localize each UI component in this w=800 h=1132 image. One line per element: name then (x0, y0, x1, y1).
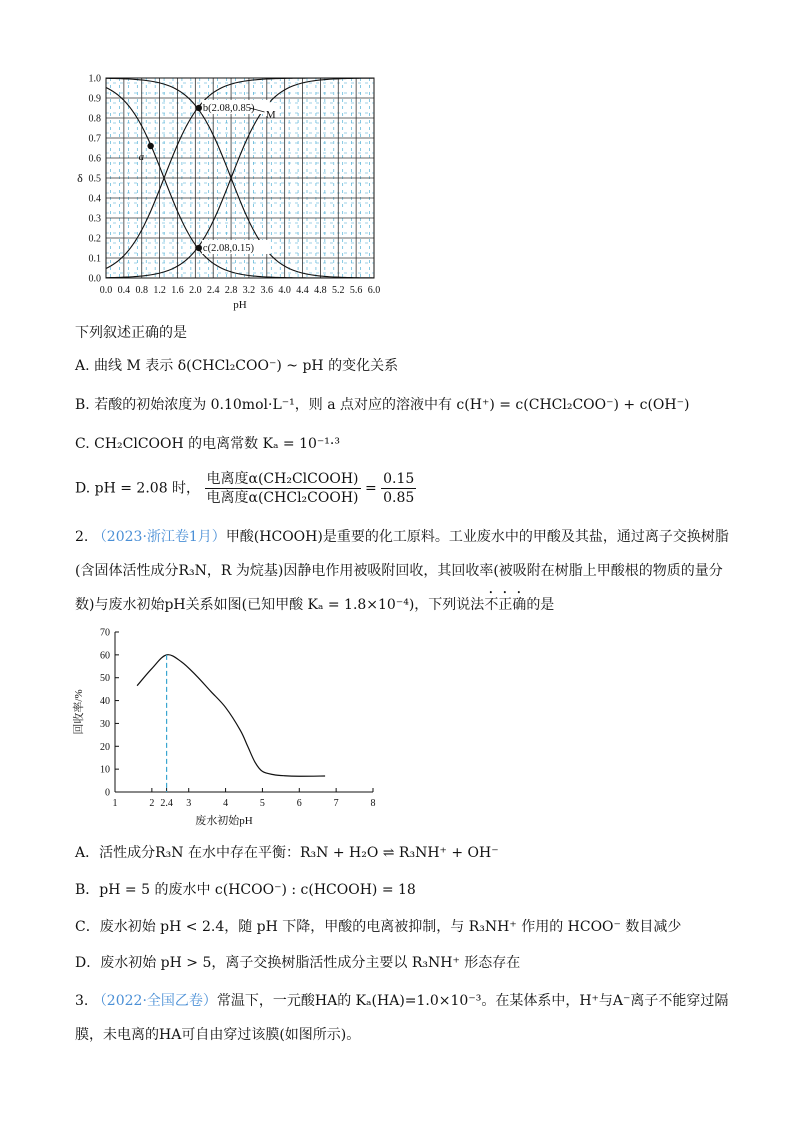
y-tick-label: 30 (100, 718, 110, 730)
y-tick-label: 0.3 (88, 213, 101, 225)
data-point (196, 105, 202, 111)
point-label: b(2.08,0.85) (202, 103, 255, 114)
q2-option-c: C．废水初始 pH < 2.4，随 pH 下降，甲酸的电离被抑制，与 R₃NH⁺ 作用的 HCOO⁻ 数目减少 (75, 919, 682, 935)
q2-text-2: 的是 (526, 597, 555, 613)
q1-option-d-ratio-den: 0.85 (383, 490, 415, 506)
y-tick-label: 0.8 (88, 113, 101, 125)
y-axis-label: 回收率/% (73, 689, 85, 735)
data-point (147, 143, 153, 149)
x-tick-label: 0.4 (117, 285, 131, 296)
q1-option-d-ratio-num: 0.15 (383, 471, 415, 487)
q2-option-d: D．废水初始 pH > 5，离子交换树脂活性成分主要以 R₃NH⁺ 形态存在 (75, 955, 521, 971)
q1-option-d-ratio (381, 470, 416, 507)
x-tick-label: 3.2 (242, 285, 256, 296)
q1-option-b: B. 若酸的初始浓度为 0.10mol·L⁻¹，则 a 点对应的溶液中有 c(H⁺) = c(CHCl₂COO⁻) + c(OH⁻) (75, 397, 690, 413)
y-tick-label: 0 (105, 787, 110, 799)
q2-stem (75, 520, 730, 622)
x-tick-label: 6.0 (367, 285, 381, 296)
q3-stem (75, 984, 730, 1052)
q2-source: （2023·浙江卷1月） (92, 529, 226, 545)
q1-option-d (75, 470, 416, 507)
y-tick-label: 0.2 (88, 233, 101, 245)
y-tick-label: 0.5 (88, 173, 101, 185)
recovery-curve (137, 655, 325, 777)
x-tick-label: 2.8 (224, 285, 238, 296)
q2-option-b: B．pH = 5 的废水中 c(HCOO⁻) : c(HCOOH) = 18 (75, 882, 416, 898)
x-axis-label: pH (233, 299, 247, 311)
x-tick-label: 5.2 (332, 285, 345, 296)
x-tick-label: 4.4 (296, 285, 309, 296)
x-tick-label: 6 (296, 798, 302, 809)
x-tick-label: 2.4 (160, 798, 173, 809)
q1-option-d-fraction (205, 470, 361, 507)
q1-option-d-denominator: 电离度α(CHCl₂COOH) (206, 490, 359, 506)
q1-option-d-equals: = (364, 480, 377, 497)
y-tick-label: 40 (100, 696, 110, 708)
q2-number: 2. (75, 529, 89, 545)
q2-text-1: 甲酸(HCOOH)是重要的化工原料。工业废水中的甲酸及其盐，通过离子交换树脂(含固体活性成分R₃N，R 为烷基)因静电作用被吸附回收，其回收率(被吸附在树脂上甲酸根的物质的量分数)与废水初始pH关系如图(已知甲酸 Kₐ = 1.8×10⁻⁴)，下列说法 (75, 529, 729, 613)
x-tick-label: 2.0 (189, 285, 202, 296)
y-tick-label: 20 (100, 741, 110, 753)
y-axis-label: δ (77, 171, 83, 185)
x-tick-label: 4.0 (278, 285, 291, 296)
x-tick-label: 0.8 (135, 285, 148, 296)
q1-option-d-prefix: D. pH = 2.08 时， (75, 480, 201, 497)
q2-option-a: A．活性成分R₃N 在水中存在平衡：R₃N + H₂O ⇌ R₃NH⁺ + OH⁻ (75, 845, 499, 861)
distribution-chart (70, 68, 390, 318)
x-tick-label: 3 (186, 798, 192, 809)
q1-stem: 下列叙述正确的是 (75, 325, 187, 341)
x-tick-label: 5 (259, 798, 265, 809)
y-tick-label: 0.9 (88, 93, 101, 105)
y-tick-label: 60 (100, 650, 110, 662)
y-tick-label: 10 (100, 764, 110, 776)
x-tick-label: 2 (149, 798, 155, 809)
y-tick-label: 50 (100, 673, 110, 685)
y-tick-label: 0.7 (88, 133, 101, 145)
q2-emphasis: 不正确 (484, 597, 527, 613)
q1-option-d-numerator: 电离度α(CH₂ClCOOH) (206, 471, 359, 487)
x-tick-label: 1.2 (153, 285, 166, 296)
x-tick-label: 3.6 (260, 285, 274, 296)
point-label: c(2.08,0.15) (202, 243, 254, 254)
x-tick-label: 5.6 (349, 285, 363, 296)
y-tick-label: 70 (100, 627, 110, 639)
x-axis-label: 废水初始pH (195, 815, 253, 827)
y-tick-label: 0.4 (88, 193, 101, 205)
curve-m-label: M (265, 109, 276, 121)
q1-option-c: C. CH₂ClCOOH 的电离常数 Kₐ = 10⁻¹·³ (75, 436, 340, 452)
y-tick-label: 1.0 (88, 73, 101, 85)
y-tick-label: 0.6 (88, 153, 101, 165)
y-tick-label: 0.1 (88, 253, 101, 265)
x-tick-label: 1.6 (171, 285, 184, 296)
x-tick-label: 1 (112, 798, 118, 809)
x-tick-label: 2.4 (206, 285, 220, 296)
y-tick-label: 0.0 (88, 273, 101, 285)
x-tick-label: 8 (370, 798, 376, 809)
x-tick-label: 4 (223, 798, 229, 809)
q3-text: 常温下，一元酸HA的 Kₐ(HA)=1.0×10⁻³。在某体系中，H⁺与A⁻离子不能穿过隔膜，未电离的HA可自由穿过该膜(如图所示)。 (75, 993, 729, 1043)
x-tick-label: 4.8 (314, 285, 327, 296)
x-tick-label: 0.0 (99, 285, 113, 296)
data-point (196, 245, 202, 251)
q3-number: 3. (75, 993, 89, 1009)
q1-option-a: A. 曲线 M 表示 δ(CHCl₂COO⁻) ~ pH 的变化关系 (75, 358, 399, 374)
point-label: a (138, 151, 145, 163)
x-tick-label: 7 (333, 798, 339, 809)
recovery-rate-chart (70, 622, 390, 837)
q3-source: （2022·全国乙卷） (92, 993, 217, 1009)
